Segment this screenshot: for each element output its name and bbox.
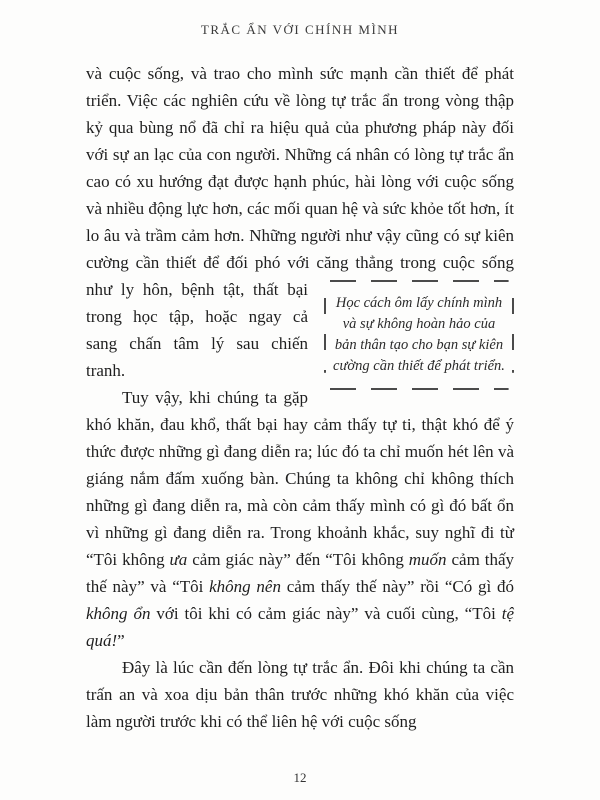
pull-quote-text: Học cách ôm lấy chính mình và sự không hoàn hảo của bản thân tạo cho bạn sự kiên cường cần thiết để phát triển. — [333, 295, 505, 374]
paragraph-text-after-quote: bệnh tật, thất bại trong học tập, hoặc ngay cả sang chấn tâm lý sau chiến tranh. — [86, 280, 309, 380]
page-number: 12 — [293, 770, 307, 785]
paragraph-three: Đây là lúc cần đến lòng tự trắc ẩn. Đôi khi chúng ta cần trấn an và xoa dịu bản thân trước những khó khăn của việc làm người trước khi có thể liên hệ với cuộc sống — [86, 658, 514, 731]
pull-quote-box — [324, 280, 514, 390]
paragraph-continuation — [86, 60, 514, 384]
paragraph-text-before-quote: và cuộc sống, và trao cho mình sức mạnh cần thiết để phát triển. Việc các nghiên cứu về lòng tự trắc ẩn trong vòng thập kỷ qua bùng nổ đã chỉ ra hiệu quả của phương pháp này đối với sự an lạc của con người. Những cá nhân có lòng tự trắc ẩn cao có xu hướng đạt được hạnh phúc, hài lòng với cuộc sống và nhiều động lực hơn, các mối quan hệ và sức khỏe tốt hơn, ít lo âu và trầm cảm hơn. Những người như vậy cũng có sự kiên cường cần thiết để đối phó với căng thẳng trong cuộc sống như ly hôn, — [86, 64, 514, 299]
page-body — [86, 60, 514, 735]
paragraph-two: Tuy vậy, khi chúng ta gặp khó khăn, đau khổ, thất bại hay cảm thấy tự ti, thật khó để ý thức được những gì đang diễn ra; lúc đó ta chỉ muốn hét lên và giáng nắm đấm xuống bàn. Chúng ta không chỉ không thích những gì đang diễn ra, mà còn cảm thấy mình có gì đó bất ổn vì những gì đang diễn ra. Trong khoảnh khắc, suy nghĩ đi từ “Tôi không ưa cảm giác này” đến “Tôi không muốn cảm thấy thế này” và “Tôi không nên cảm thấy thế này” rồi “Có gì đó không ổn với tôi khi có cảm giác này” và cuối cùng, “Tôi tệ quá!” — [86, 388, 514, 650]
running-header: TRẮC ẨN VỚI CHÍNH MÌNH — [200, 22, 400, 37]
